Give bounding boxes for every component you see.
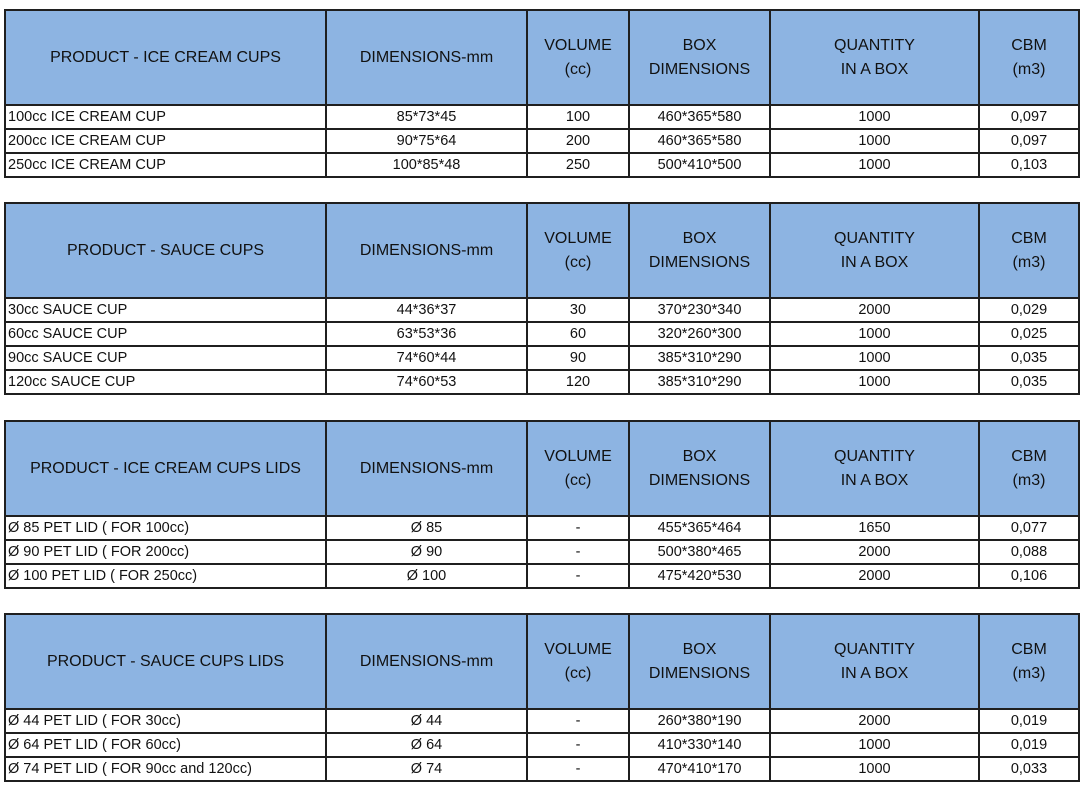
box-dimensions-cell: 260*380*190 xyxy=(629,709,770,733)
product-table xyxy=(4,613,1080,782)
quantity-cell: 1650 xyxy=(770,516,979,540)
product-table xyxy=(4,202,1080,395)
cbm-cell: 0,035 xyxy=(979,370,1079,394)
quantity-header: QUANTITY IN A BOX xyxy=(770,614,979,709)
quantity-cell: 1000 xyxy=(770,105,979,129)
box-dimensions-cell: 475*420*530 xyxy=(629,564,770,588)
dimensions-cell: 90*75*64 xyxy=(326,129,527,153)
box-dimensions-cell: 500*410*500 xyxy=(629,153,770,177)
product-name-cell: 60cc SAUCE CUP xyxy=(5,322,326,346)
volume-header: VOLUME (cc) xyxy=(527,10,629,105)
quantity-cell: 2000 xyxy=(770,298,979,322)
table-row xyxy=(5,564,1079,588)
dimensions-cell: 74*60*44 xyxy=(326,346,527,370)
volume-cell: 90 xyxy=(527,346,629,370)
volume-header: VOLUME (cc) xyxy=(527,614,629,709)
cbm-cell: 0,019 xyxy=(979,709,1079,733)
box-dimensions-cell: 385*310*290 xyxy=(629,370,770,394)
box-dimensions-cell: 410*330*140 xyxy=(629,733,770,757)
volume-cell: 200 xyxy=(527,129,629,153)
volume-header: VOLUME (cc) xyxy=(527,203,629,298)
box-dimensions-cell: 500*380*465 xyxy=(629,540,770,564)
product-name-cell: 250cc ICE CREAM CUP xyxy=(5,153,326,177)
product-header: PRODUCT - ICE CREAM CUPS xyxy=(5,10,326,105)
product-table xyxy=(4,420,1080,589)
product-header: PRODUCT - ICE CREAM CUPS LIDS xyxy=(5,421,326,516)
quantity-cell: 1000 xyxy=(770,153,979,177)
product-table xyxy=(4,9,1080,178)
volume-cell: - xyxy=(527,757,629,781)
dimensions-cell: Ø 74 xyxy=(326,757,527,781)
dimensions-cell: 44*36*37 xyxy=(326,298,527,322)
dimensions-header: DIMENSIONS-mm xyxy=(326,421,527,516)
volume-cell: - xyxy=(527,709,629,733)
table-row xyxy=(5,298,1079,322)
table-row xyxy=(5,129,1079,153)
product-name-cell: 100cc ICE CREAM CUP xyxy=(5,105,326,129)
quantity-cell: 1000 xyxy=(770,129,979,153)
product-name-cell: Ø 100 PET LID ( FOR 250cc) xyxy=(5,564,326,588)
product-name-cell: Ø 44 PET LID ( FOR 30cc) xyxy=(5,709,326,733)
cbm-cell: 0,077 xyxy=(979,516,1079,540)
box-dimensions-header: BOX DIMENSIONS xyxy=(629,614,770,709)
volume-cell: 120 xyxy=(527,370,629,394)
cbm-cell: 0,103 xyxy=(979,153,1079,177)
header-row xyxy=(5,203,1079,298)
box-dimensions-cell: 370*230*340 xyxy=(629,298,770,322)
product-header: PRODUCT - SAUCE CUPS xyxy=(5,203,326,298)
product-header: PRODUCT - SAUCE CUPS LIDS xyxy=(5,614,326,709)
table-row xyxy=(5,346,1079,370)
quantity-cell: 1000 xyxy=(770,370,979,394)
cbm-header: CBM (m3) xyxy=(979,421,1079,516)
product-name-cell: 30cc SAUCE CUP xyxy=(5,298,326,322)
volume-cell: 60 xyxy=(527,322,629,346)
table-row xyxy=(5,709,1079,733)
quantity-cell: 1000 xyxy=(770,733,979,757)
cbm-cell: 0,025 xyxy=(979,322,1079,346)
quantity-cell: 1000 xyxy=(770,322,979,346)
header-row xyxy=(5,10,1079,105)
cbm-cell: 0,106 xyxy=(979,564,1079,588)
box-dimensions-cell: 385*310*290 xyxy=(629,346,770,370)
volume-header: VOLUME (cc) xyxy=(527,421,629,516)
product-name-cell: 90cc SAUCE CUP xyxy=(5,346,326,370)
table-row xyxy=(5,105,1079,129)
volume-cell: 30 xyxy=(527,298,629,322)
product-name-cell: Ø 64 PET LID ( FOR 60cc) xyxy=(5,733,326,757)
box-dimensions-cell: 455*365*464 xyxy=(629,516,770,540)
quantity-header: QUANTITY IN A BOX xyxy=(770,10,979,105)
dimensions-cell: Ø 90 xyxy=(326,540,527,564)
header-row xyxy=(5,614,1079,709)
header-row xyxy=(5,421,1079,516)
cbm-cell: 0,088 xyxy=(979,540,1079,564)
table-row xyxy=(5,757,1079,781)
box-dimensions-cell: 460*365*580 xyxy=(629,129,770,153)
table-row xyxy=(5,540,1079,564)
volume-cell: 100 xyxy=(527,105,629,129)
quantity-cell: 2000 xyxy=(770,709,979,733)
box-dimensions-cell: 470*410*170 xyxy=(629,757,770,781)
box-dimensions-cell: 320*260*300 xyxy=(629,322,770,346)
cbm-cell: 0,097 xyxy=(979,105,1079,129)
dimensions-cell: 63*53*36 xyxy=(326,322,527,346)
dimensions-header: DIMENSIONS-mm xyxy=(326,614,527,709)
volume-cell: - xyxy=(527,516,629,540)
cbm-cell: 0,029 xyxy=(979,298,1079,322)
quantity-cell: 2000 xyxy=(770,564,979,588)
dimensions-header: DIMENSIONS-mm xyxy=(326,203,527,298)
product-name-cell: 200cc ICE CREAM CUP xyxy=(5,129,326,153)
table-row xyxy=(5,733,1079,757)
table-row xyxy=(5,322,1079,346)
product-name-cell: Ø 85 PET LID ( FOR 100cc) xyxy=(5,516,326,540)
volume-cell: - xyxy=(527,564,629,588)
volume-cell: - xyxy=(527,540,629,564)
dimensions-cell: 85*73*45 xyxy=(326,105,527,129)
quantity-cell: 1000 xyxy=(770,757,979,781)
quantity-cell: 2000 xyxy=(770,540,979,564)
box-dimensions-cell: 460*365*580 xyxy=(629,105,770,129)
cbm-header: CBM (m3) xyxy=(979,203,1079,298)
cbm-header: CBM (m3) xyxy=(979,10,1079,105)
dimensions-cell: Ø 64 xyxy=(326,733,527,757)
table-row xyxy=(5,370,1079,394)
product-name-cell: Ø 74 PET LID ( FOR 90cc and 120cc) xyxy=(5,757,326,781)
table-row xyxy=(5,516,1079,540)
quantity-cell: 1000 xyxy=(770,346,979,370)
product-name-cell: Ø 90 PET LID ( FOR 200cc) xyxy=(5,540,326,564)
cbm-cell: 0,019 xyxy=(979,733,1079,757)
box-dimensions-header: BOX DIMENSIONS xyxy=(629,421,770,516)
dimensions-header: DIMENSIONS-mm xyxy=(326,10,527,105)
dimensions-cell: Ø 85 xyxy=(326,516,527,540)
dimensions-cell: 100*85*48 xyxy=(326,153,527,177)
table-row xyxy=(5,153,1079,177)
dimensions-cell: Ø 100 xyxy=(326,564,527,588)
cbm-cell: 0,035 xyxy=(979,346,1079,370)
dimensions-cell: Ø 44 xyxy=(326,709,527,733)
cbm-cell: 0,033 xyxy=(979,757,1079,781)
cbm-header: CBM (m3) xyxy=(979,614,1079,709)
dimensions-cell: 74*60*53 xyxy=(326,370,527,394)
product-name-cell: 120cc SAUCE CUP xyxy=(5,370,326,394)
cbm-cell: 0,097 xyxy=(979,129,1079,153)
quantity-header: QUANTITY IN A BOX xyxy=(770,203,979,298)
quantity-header: QUANTITY IN A BOX xyxy=(770,421,979,516)
box-dimensions-header: BOX DIMENSIONS xyxy=(629,10,770,105)
box-dimensions-header: BOX DIMENSIONS xyxy=(629,203,770,298)
volume-cell: 250 xyxy=(527,153,629,177)
volume-cell: - xyxy=(527,733,629,757)
